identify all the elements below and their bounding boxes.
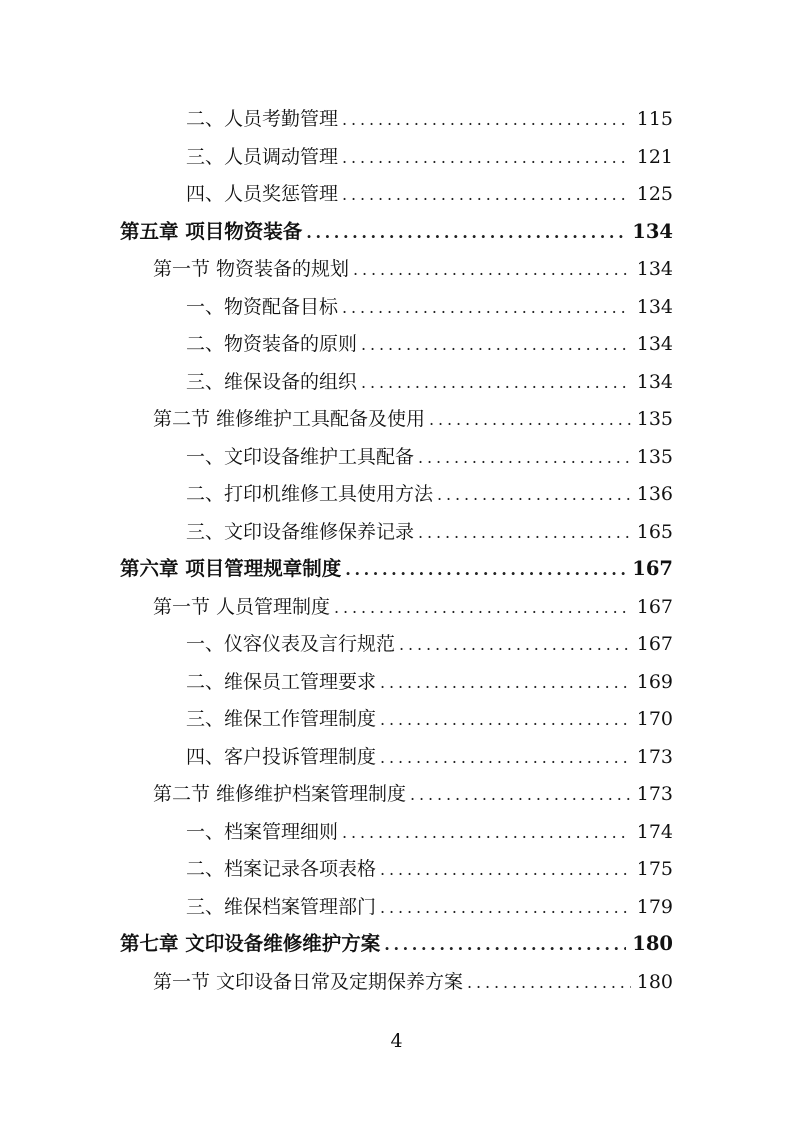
toc-entry-page-number: 125 xyxy=(636,183,673,205)
toc-entry-title: 第六章 项目管理规章制度 xyxy=(120,557,342,580)
toc-dot-leader xyxy=(410,779,631,810)
toc-entry-title: 三、维保设备的组织 xyxy=(186,370,358,393)
toc-subsection-entry[interactable] xyxy=(186,704,673,734)
toc-subsection-entry[interactable] xyxy=(186,329,673,359)
toc-entry-page-number: 134 xyxy=(636,370,673,393)
toc-section-entry[interactable] xyxy=(153,254,673,284)
toc-entry-title: 一、档案管理细则 xyxy=(186,820,339,843)
toc-entry-title: 第七章 文印设备维修维护方案 xyxy=(120,932,381,955)
toc-entry-page-number: 180 xyxy=(632,932,673,955)
toc-entry-page-number: 165 xyxy=(636,520,673,543)
toc-entry-page-number: 180 xyxy=(636,970,673,993)
toc-dot-leader xyxy=(380,742,631,773)
toc-entry-page-number: 134 xyxy=(632,219,673,243)
toc-entry-page-number: 175 xyxy=(636,858,673,880)
toc-entry-page-number: 115 xyxy=(636,108,673,130)
toc-entry-page-number: 134 xyxy=(636,258,673,280)
toc-chapter-entry[interactable] xyxy=(120,554,673,584)
toc-dot-leader xyxy=(361,367,631,398)
toc-subsection-entry[interactable] xyxy=(186,142,673,172)
toc-entry-title: 第二节 维修维护档案管理制度 xyxy=(153,783,407,805)
toc-entry-title: 一、物资配备目标 xyxy=(186,295,339,318)
toc-entry-title: 三、人员调动管理 xyxy=(186,145,339,168)
toc-dot-leader xyxy=(399,629,631,660)
toc-entry-title: 四、客户投诉管理制度 xyxy=(186,745,377,768)
toc-dot-leader xyxy=(380,854,631,885)
toc-dot-leader xyxy=(334,592,631,623)
toc-entry-page-number: 179 xyxy=(636,895,673,918)
toc-entry-title: 三、维保档案管理部门 xyxy=(186,895,377,918)
toc-section-entry[interactable] xyxy=(153,404,673,434)
toc-section-entry[interactable] xyxy=(153,779,673,809)
toc-dot-leader xyxy=(418,517,631,548)
toc-entry-page-number: 134 xyxy=(636,295,673,318)
toc-entry-title: 二、人员考勤管理 xyxy=(186,108,339,130)
toc-entry-page-number: 169 xyxy=(636,670,673,693)
toc-dot-leader xyxy=(380,892,631,923)
toc-entry-title: 第二节 维修维护工具配备及使用 xyxy=(153,408,426,430)
toc-entry-title: 一、仪容仪表及言行规范 xyxy=(186,633,396,655)
toc-entry-page-number: 173 xyxy=(636,745,673,768)
toc-chapter-entry[interactable] xyxy=(120,929,673,959)
toc-section-entry[interactable] xyxy=(153,592,673,622)
toc-dot-leader xyxy=(380,704,631,735)
toc-subsection-entry[interactable] xyxy=(186,892,673,922)
toc-subsection-entry[interactable] xyxy=(186,179,673,209)
toc-entry-title: 一、文印设备维护工具配备 xyxy=(186,445,415,468)
toc-subsection-entry[interactable] xyxy=(186,667,673,697)
toc-subsection-entry[interactable] xyxy=(186,517,673,547)
toc-dot-leader xyxy=(418,442,631,473)
toc-dot-leader xyxy=(467,967,631,998)
toc-subsection-entry[interactable] xyxy=(186,854,673,884)
toc-subsection-entry[interactable] xyxy=(186,292,673,322)
toc-entry-page-number: 167 xyxy=(636,595,673,618)
toc-chapter-entry[interactable] xyxy=(120,217,673,247)
toc-dot-leader xyxy=(345,554,626,585)
toc-dot-leader xyxy=(429,404,631,435)
toc-entry-title: 第五章 项目物资装备 xyxy=(120,219,303,243)
toc-entry-title: 第一节 文印设备日常及定期保养方案 xyxy=(153,970,464,993)
toc-subsection-entry[interactable] xyxy=(186,742,673,772)
toc-entry-page-number: 170 xyxy=(636,708,673,730)
toc-dot-leader xyxy=(380,667,631,698)
toc-subsection-entry[interactable] xyxy=(186,479,673,509)
toc-entry-title: 三、文印设备维修保养记录 xyxy=(186,520,415,543)
toc-dot-leader xyxy=(342,292,631,323)
toc-subsection-entry[interactable] xyxy=(186,629,673,659)
toc-entry-title: 四、人员奖惩管理 xyxy=(186,183,339,205)
toc-entry-title: 二、打印机维修工具使用方法 xyxy=(186,483,434,505)
toc-entry-page-number: 173 xyxy=(636,783,673,805)
toc-subsection-entry[interactable] xyxy=(186,817,673,847)
toc-entry-page-number: 167 xyxy=(632,557,673,580)
toc-dot-leader xyxy=(342,104,631,135)
page-number: 4 xyxy=(390,1030,403,1052)
toc-dot-leader xyxy=(353,254,631,285)
toc-subsection-entry[interactable] xyxy=(186,104,673,134)
toc-dot-leader xyxy=(342,817,631,848)
toc-entry-page-number: 174 xyxy=(636,820,673,843)
toc-entry-title: 二、物资装备的原则 xyxy=(186,333,358,355)
toc-entry-page-number: 135 xyxy=(636,408,673,430)
toc-entry-title: 第一节 物资装备的规划 xyxy=(153,258,350,280)
toc-dot-leader xyxy=(306,217,626,248)
toc-dot-leader xyxy=(361,329,631,360)
toc-entry-page-number: 135 xyxy=(636,445,673,468)
toc-section-entry[interactable] xyxy=(153,967,673,997)
toc-dot-leader xyxy=(342,179,631,210)
toc-entry-page-number: 134 xyxy=(636,333,673,355)
toc-entry-page-number: 167 xyxy=(636,633,673,655)
toc-dot-leader xyxy=(384,929,626,960)
toc-entry-page-number: 121 xyxy=(636,145,673,168)
toc-subsection-entry[interactable] xyxy=(186,367,673,397)
toc-entry-page-number: 136 xyxy=(636,483,673,505)
toc-dot-leader xyxy=(342,142,631,173)
toc-dot-leader xyxy=(437,479,631,510)
toc-entry-title: 二、维保员工管理要求 xyxy=(186,670,377,693)
toc-entry-title: 三、维保工作管理制度 xyxy=(186,708,377,730)
toc-subsection-entry[interactable] xyxy=(186,442,673,472)
toc-entry-title: 二、档案记录各项表格 xyxy=(186,858,377,880)
toc-entry-title: 第一节 人员管理制度 xyxy=(153,595,331,618)
